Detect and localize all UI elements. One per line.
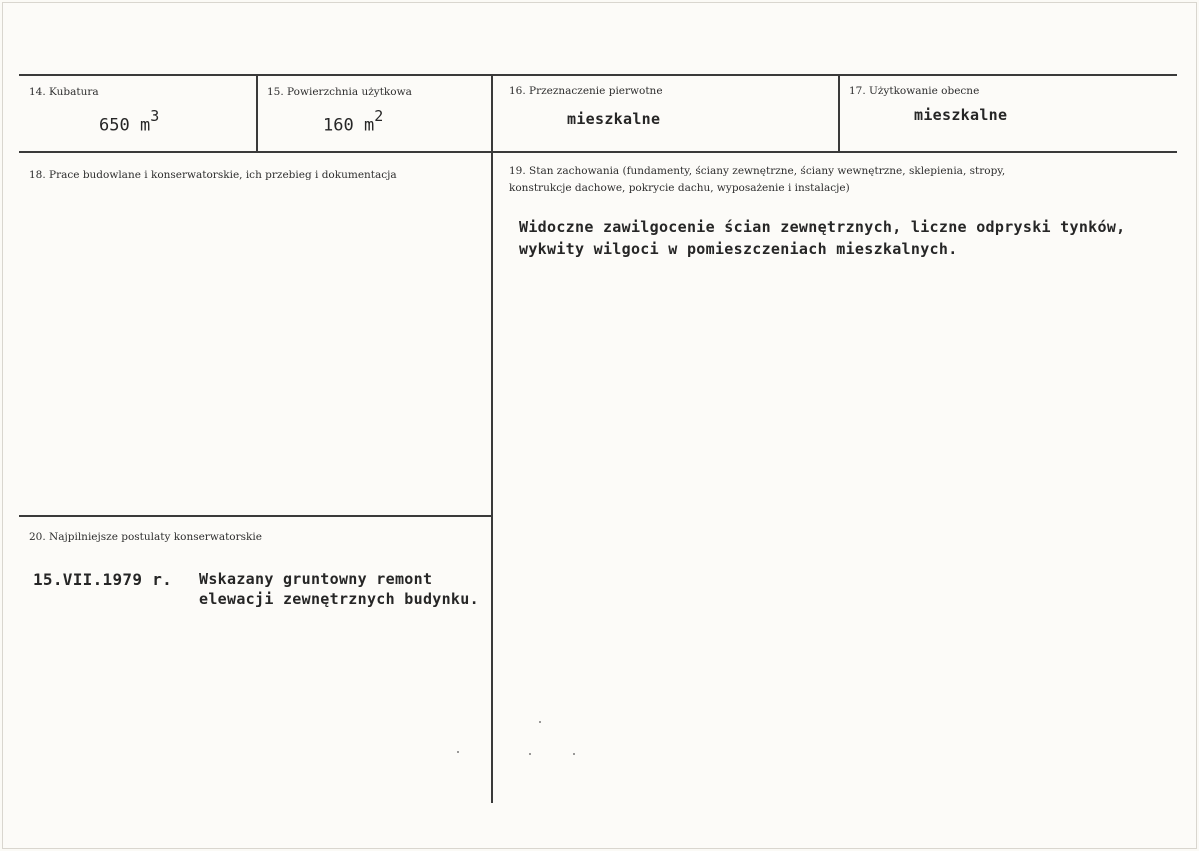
divider-15-16 <box>491 76 493 803</box>
section-18-bottom-rule <box>19 515 491 517</box>
postulaty-text-line1: Wskazany gruntowny remont <box>199 570 433 588</box>
powierzchnia-value: 160 $m^2$ <box>323 107 384 136</box>
stan-label-line2: konstrukcje dachowe, pokrycie dachu, wyposażenie i instalacje) <box>509 182 850 194</box>
postulaty-date: 15.VII.1979 r. <box>33 570 173 589</box>
przeznaczenie-label: 16. Przeznaczenie pierwotne <box>509 85 663 97</box>
paper-speck <box>457 751 459 753</box>
stan-label-line1: 19. Stan zachowania (fundamenty, ściany zewnętrzne, ściany wewnętrzne, sklepienia, stropy, <box>509 165 1006 177</box>
paper-speck <box>573 753 575 755</box>
postulaty-text-line2: elewacji zewnętrznych budynku. <box>199 590 479 608</box>
record-card <box>2 2 1197 849</box>
uzytkowanie-label: 17. Użytkowanie obecne <box>849 85 980 97</box>
top-rule <box>19 74 1177 76</box>
stan-text-line2: wykwity wilgoci w pomieszczeniach mieszkalnych. <box>519 240 958 258</box>
przeznaczenie-value: mieszkalne <box>567 110 661 128</box>
paper-speck <box>529 753 531 755</box>
powierzchnia-label: 15. Powierzchnia użytkowa <box>267 86 412 98</box>
divider-14-15 <box>256 76 258 152</box>
kubatura-label: 14. Kubatura <box>29 86 99 98</box>
header-bottom-rule <box>19 151 1177 153</box>
prace-label: 18. Prace budowlane i konserwatorskie, ich przebieg i dokumentacja <box>29 169 397 181</box>
divider-16-17 <box>838 76 840 152</box>
kubatura-value: 650 $m^3$ <box>99 107 160 136</box>
postulaty-label: 20. Najpilniejsze postulaty konserwatorskie <box>29 531 262 543</box>
uzytkowanie-value: mieszkalne <box>914 106 1008 124</box>
stan-text-line1: Widoczne zawilgocenie ścian zewnętrznych, liczne odpryski tynków, <box>519 218 1126 236</box>
paper-speck <box>539 721 541 723</box>
